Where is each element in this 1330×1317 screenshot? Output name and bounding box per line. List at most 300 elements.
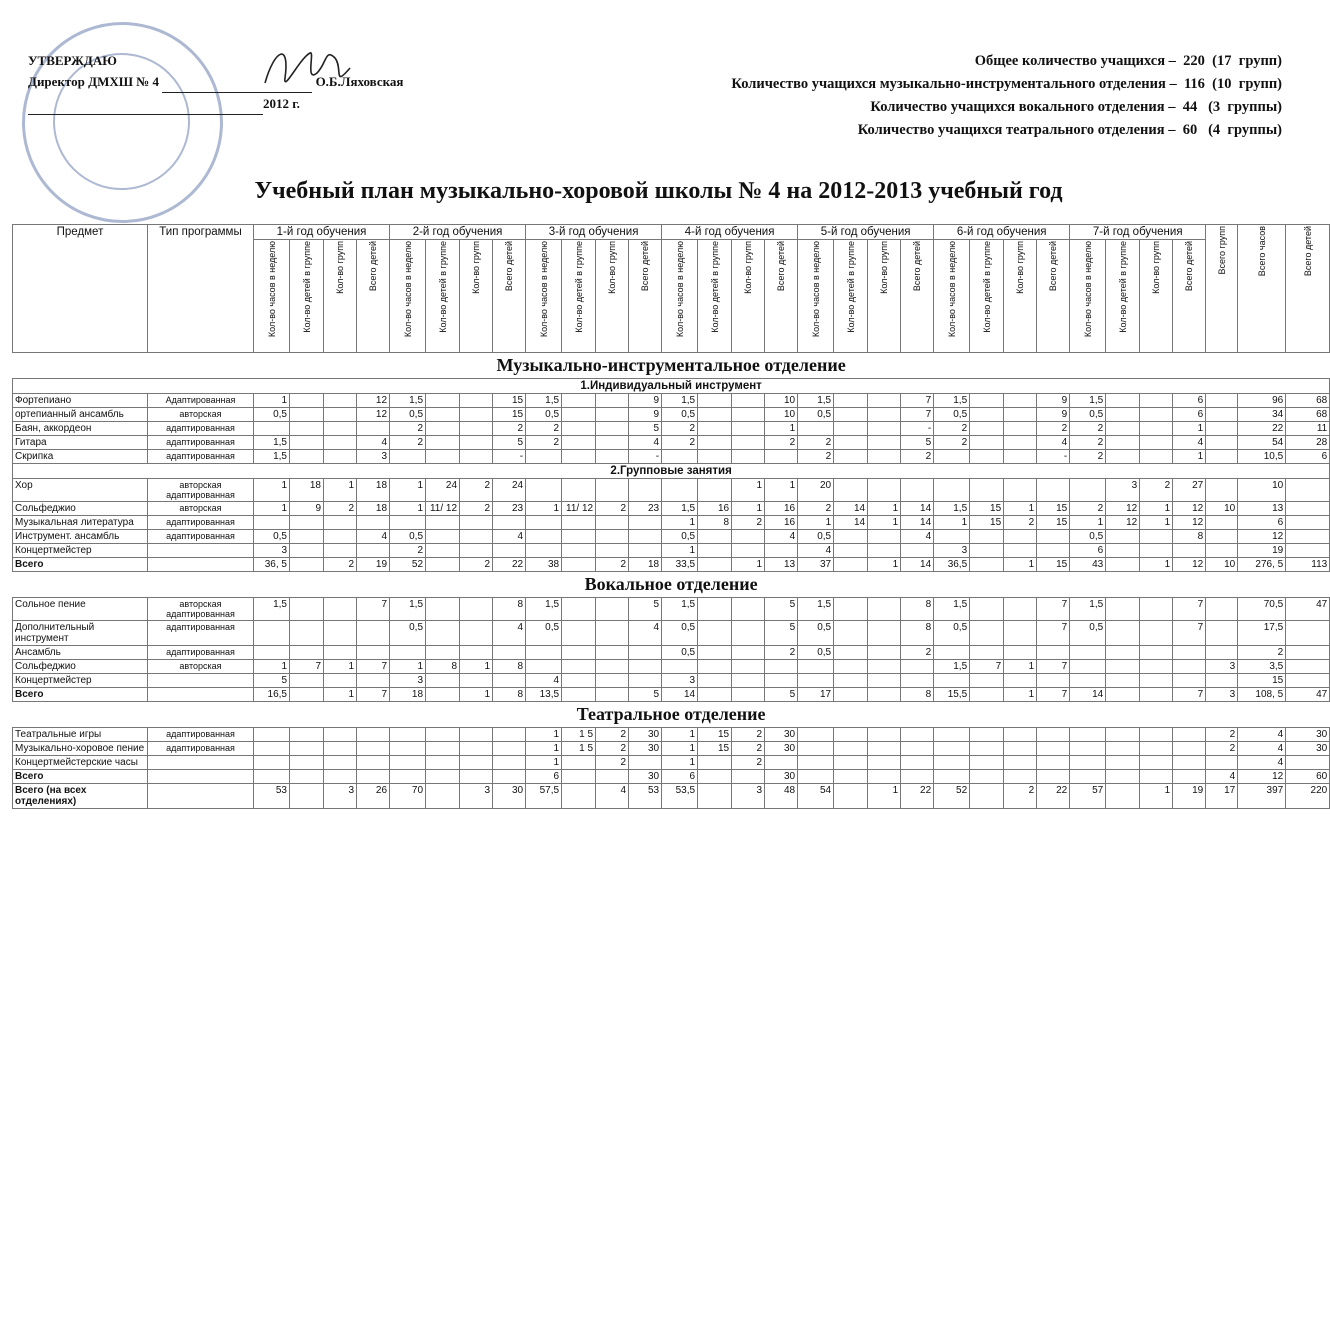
value-cell (324, 621, 357, 646)
value-cell (901, 479, 934, 502)
value-cell: 1 (460, 688, 493, 702)
value-cell (732, 544, 765, 558)
value-cell (1173, 660, 1206, 674)
value-cell: 15 (493, 408, 526, 422)
value-cell: 68 (1286, 408, 1330, 422)
value-cell (868, 394, 901, 408)
value-cell (868, 742, 901, 756)
program-type (148, 544, 254, 558)
program-type: авторская адаптированная (148, 479, 254, 502)
value-cell (868, 422, 901, 436)
value-cell (357, 770, 390, 784)
value-cell: 48 (765, 784, 798, 809)
value-cell: 1 (324, 688, 357, 702)
value-cell (798, 728, 834, 742)
value-cell (1206, 422, 1238, 436)
value-cell: 2 (460, 479, 493, 502)
value-cell (698, 688, 732, 702)
value-cell (460, 728, 493, 742)
value-cell (426, 688, 460, 702)
value-cell (732, 436, 765, 450)
value-cell (934, 728, 970, 742)
value-cell (526, 479, 562, 502)
value-cell: 4 (493, 530, 526, 544)
value-cell (798, 674, 834, 688)
value-cell (834, 394, 868, 408)
value-cell: 1,5 (526, 394, 562, 408)
value-cell: 30 (629, 742, 662, 756)
value-cell (1173, 544, 1206, 558)
value-cell (1140, 408, 1173, 422)
value-cell: 7 (1037, 688, 1070, 702)
subject-name: Баян, аккордеон (13, 422, 148, 436)
header-year: 2-й год обучения (390, 225, 526, 240)
value-cell (493, 728, 526, 742)
header-total-children: Всего детей (1286, 225, 1330, 353)
value-cell (1037, 479, 1070, 502)
program-type: адаптированная (148, 621, 254, 646)
program-type: авторская (148, 502, 254, 516)
value-cell: 16,5 (254, 688, 290, 702)
value-cell (526, 646, 562, 660)
value-cell (934, 674, 970, 688)
value-cell (390, 646, 426, 660)
value-cell (629, 516, 662, 530)
value-cell: 1 (732, 558, 765, 572)
value-cell (1070, 770, 1106, 784)
department-heading: Вокальное отделение (13, 572, 1330, 598)
value-cell (460, 674, 493, 688)
value-cell: 1 (732, 502, 765, 516)
value-cell (562, 660, 596, 674)
value-cell (698, 660, 732, 674)
value-cell (1004, 394, 1037, 408)
program-type (148, 558, 254, 572)
value-cell: 13 (1238, 502, 1286, 516)
value-cell (324, 394, 357, 408)
subject-name: Концертмейстерские часы (13, 756, 148, 770)
value-cell: 13,5 (526, 688, 562, 702)
value-cell (562, 598, 596, 621)
value-cell: 23 (629, 502, 662, 516)
value-cell: 15 (970, 502, 1004, 516)
value-cell: 53 (254, 784, 290, 809)
value-cell: 5 (765, 621, 798, 646)
value-cell (1140, 756, 1173, 770)
value-cell: 2 (390, 436, 426, 450)
value-cell (629, 646, 662, 660)
value-cell (1004, 674, 1037, 688)
value-cell (390, 516, 426, 530)
department-heading: Театральное отделение (13, 702, 1330, 728)
value-cell (834, 544, 868, 558)
director-name: О.Б.Ляховская (315, 74, 404, 89)
value-cell: 15 (493, 394, 526, 408)
value-cell: 0,5 (526, 621, 562, 646)
value-cell (1070, 674, 1106, 688)
value-cell (765, 674, 798, 688)
value-cell: 4 (1238, 756, 1286, 770)
value-cell (1140, 394, 1173, 408)
value-cell (254, 422, 290, 436)
value-cell (290, 394, 324, 408)
value-cell: 3 (1206, 660, 1238, 674)
value-cell (970, 558, 1004, 572)
value-cell: 0,5 (798, 621, 834, 646)
value-cell: 1 (868, 502, 901, 516)
value-cell: 0,5 (662, 646, 698, 660)
value-cell: 5 (765, 598, 798, 621)
value-cell (1106, 408, 1140, 422)
value-cell: 0,5 (798, 646, 834, 660)
value-cell (1004, 530, 1037, 544)
value-cell (970, 756, 1004, 770)
value-cell (426, 784, 460, 809)
value-cell (765, 756, 798, 770)
value-cell: 4 (629, 621, 662, 646)
value-cell (460, 621, 493, 646)
value-cell: 1 (324, 479, 357, 502)
value-cell (1286, 544, 1330, 558)
value-cell (970, 646, 1004, 660)
value-cell (698, 598, 732, 621)
value-cell (1206, 516, 1238, 530)
value-cell (868, 479, 901, 502)
value-cell: 9 (290, 502, 324, 516)
header-year: 5-й год обучения (798, 225, 934, 240)
value-cell (1106, 621, 1140, 646)
value-cell: 1 (1173, 450, 1206, 464)
value-cell (290, 408, 324, 422)
value-cell: 4 (1206, 770, 1238, 784)
value-cell: 8 (493, 660, 526, 674)
value-cell (868, 544, 901, 558)
value-cell (562, 408, 596, 422)
value-cell (1206, 646, 1238, 660)
value-cell (426, 544, 460, 558)
subject-row (13, 544, 1330, 558)
subheader-cell: Кол-во часов в неделю (934, 240, 970, 353)
value-cell (290, 784, 324, 809)
value-cell (357, 756, 390, 770)
subject-name: Всего (13, 558, 148, 572)
subheader-cell: Всего детей (765, 240, 798, 353)
value-cell (426, 728, 460, 742)
value-cell (901, 728, 934, 742)
value-cell (254, 742, 290, 756)
value-cell: 30 (765, 742, 798, 756)
value-cell: 1,5 (1070, 598, 1106, 621)
value-cell (1037, 544, 1070, 558)
value-cell: 20 (798, 479, 834, 502)
value-cell: - (901, 422, 934, 436)
value-cell: 15 (698, 742, 732, 756)
value-cell (390, 756, 426, 770)
value-cell (1206, 598, 1238, 621)
value-cell (1037, 770, 1070, 784)
header-year: 3-й год обучения (526, 225, 662, 240)
value-cell: 1 (390, 660, 426, 674)
value-cell: 1 (460, 660, 493, 674)
value-cell: 0,5 (1070, 621, 1106, 646)
value-cell: 22 (1238, 422, 1286, 436)
value-cell: 7 (1037, 621, 1070, 646)
value-cell: 10 (1238, 479, 1286, 502)
value-cell (596, 408, 629, 422)
value-cell: 8 (1173, 530, 1206, 544)
value-cell: 14 (901, 516, 934, 530)
program-type: адаптированная (148, 436, 254, 450)
value-cell (562, 436, 596, 450)
value-cell: 1,5 (662, 394, 698, 408)
value-cell (324, 770, 357, 784)
total-row (13, 770, 1330, 784)
value-cell (526, 544, 562, 558)
value-cell: 4 (596, 784, 629, 809)
value-cell (834, 784, 868, 809)
subject-name: Сольфеджио (13, 660, 148, 674)
value-cell: 18 (629, 558, 662, 572)
value-cell: 18 (390, 688, 426, 702)
subject-row (13, 728, 1330, 742)
value-cell (1206, 621, 1238, 646)
value-cell (596, 674, 629, 688)
value-cell: 1 (934, 516, 970, 530)
value-cell (1037, 756, 1070, 770)
value-cell: 2 (493, 422, 526, 436)
department-heading: Музыкально-инструментальное отделение (13, 353, 1330, 379)
value-cell: 4 (1238, 728, 1286, 742)
value-cell (698, 646, 732, 660)
value-cell: 0,5 (390, 530, 426, 544)
program-type: адаптированная (148, 742, 254, 756)
value-cell: 37 (798, 558, 834, 572)
value-cell: 10 (765, 394, 798, 408)
value-cell: 1 (324, 660, 357, 674)
value-cell (1106, 770, 1140, 784)
value-cell (834, 770, 868, 784)
value-cell: 15 (1037, 516, 1070, 530)
value-cell (460, 770, 493, 784)
value-cell (1037, 530, 1070, 544)
value-cell: 1 (732, 479, 765, 502)
value-cell (460, 756, 493, 770)
value-cell: 2 (732, 742, 765, 756)
value-cell: 5 (629, 598, 662, 621)
value-cell (1106, 558, 1140, 572)
value-cell: 4 (1037, 436, 1070, 450)
subheader-cell: Кол-во групп (1004, 240, 1037, 353)
value-cell (324, 436, 357, 450)
value-cell: - (493, 450, 526, 464)
value-cell: 1,5 (662, 598, 698, 621)
subject-name: Хор (13, 479, 148, 502)
subheader-cell: Кол-во групп (460, 240, 493, 353)
value-cell (698, 756, 732, 770)
value-cell: 2 (732, 756, 765, 770)
value-cell: 2 (1070, 502, 1106, 516)
value-cell (868, 770, 901, 784)
value-cell: 1 (662, 516, 698, 530)
value-cell (1004, 422, 1037, 436)
value-cell: 2 (1004, 516, 1037, 530)
value-cell (426, 408, 460, 422)
value-cell: 1 (662, 544, 698, 558)
value-cell: 2 (324, 558, 357, 572)
value-cell (460, 742, 493, 756)
value-cell (868, 688, 901, 702)
value-cell: 5 (901, 436, 934, 450)
value-cell: 2 (390, 544, 426, 558)
value-cell: 9 (1037, 408, 1070, 422)
value-cell (970, 544, 1004, 558)
value-cell (970, 688, 1004, 702)
value-cell: 28 (1286, 436, 1330, 450)
value-cell (1206, 530, 1238, 544)
value-cell (426, 394, 460, 408)
value-cell (934, 479, 970, 502)
value-cell: 1 (868, 516, 901, 530)
value-cell: 2 (732, 516, 765, 530)
value-cell: 9 (629, 394, 662, 408)
student-statistics (731, 50, 1282, 142)
subheader-cell: Всего детей (1173, 240, 1206, 353)
value-cell (1286, 621, 1330, 646)
value-cell: 0,5 (662, 408, 698, 422)
subheader-cell: Кол-во часов в неделю (254, 240, 290, 353)
program-type: адаптированная (148, 728, 254, 742)
value-cell: 12 (357, 394, 390, 408)
value-cell (834, 688, 868, 702)
value-cell: 22 (493, 558, 526, 572)
program-type: адаптированная (148, 646, 254, 660)
value-cell: 14 (834, 502, 868, 516)
value-cell: 2 (596, 756, 629, 770)
value-cell: 4 (493, 621, 526, 646)
value-cell (596, 450, 629, 464)
value-cell (970, 742, 1004, 756)
value-cell: 70,5 (1238, 598, 1286, 621)
value-cell (460, 516, 493, 530)
value-cell: 8 (901, 598, 934, 621)
department-heading-row (13, 353, 1330, 379)
value-cell: 1 (526, 742, 562, 756)
value-cell: 4 (357, 436, 390, 450)
value-cell: 7 (970, 660, 1004, 674)
subject-name: Музыкальная литература (13, 516, 148, 530)
value-cell (1037, 742, 1070, 756)
value-cell: 11/ 12 (562, 502, 596, 516)
value-cell (562, 394, 596, 408)
value-cell (868, 674, 901, 688)
value-cell (290, 516, 324, 530)
value-cell: 7 (290, 660, 324, 674)
value-cell (732, 394, 765, 408)
value-cell (629, 544, 662, 558)
value-cell: 1 (254, 394, 290, 408)
subheader-cell: Кол-во детей в группе (562, 240, 596, 353)
value-cell: 7 (1173, 688, 1206, 702)
value-cell (1173, 674, 1206, 688)
program-type (148, 784, 254, 809)
value-cell (426, 516, 460, 530)
value-cell: 12 (1106, 516, 1140, 530)
value-cell: 2 (765, 646, 798, 660)
value-cell: 15 (1037, 558, 1070, 572)
value-cell (1140, 598, 1173, 621)
value-cell: 53 (629, 784, 662, 809)
value-cell: 16 (765, 516, 798, 530)
value-cell (1286, 674, 1330, 688)
value-cell (1140, 728, 1173, 742)
value-cell (1004, 436, 1037, 450)
value-cell: 8 (901, 621, 934, 646)
value-cell: 1 (798, 516, 834, 530)
value-cell (426, 646, 460, 660)
value-cell: 12 (1173, 502, 1206, 516)
value-cell (562, 479, 596, 502)
value-cell (596, 646, 629, 660)
subject-row (13, 742, 1330, 756)
header-total-groups: Всего групп (1206, 225, 1238, 353)
value-cell (629, 479, 662, 502)
value-cell: 14 (901, 558, 934, 572)
program-type: адаптированная (148, 450, 254, 464)
value-cell (629, 756, 662, 770)
value-cell (290, 646, 324, 660)
value-cell: 3 (1106, 479, 1140, 502)
value-cell (562, 558, 596, 572)
value-cell: 10 (1206, 502, 1238, 516)
value-cell (1140, 530, 1173, 544)
value-cell: 7 (1173, 621, 1206, 646)
program-type: авторская (148, 660, 254, 674)
value-cell: 3 (357, 450, 390, 464)
value-cell (290, 621, 324, 646)
value-cell (596, 688, 629, 702)
value-cell: 1,5 (934, 394, 970, 408)
value-cell: 2 (1070, 436, 1106, 450)
subject-row (13, 660, 1330, 674)
value-cell (562, 544, 596, 558)
value-cell (1173, 770, 1206, 784)
value-cell (290, 450, 324, 464)
value-cell (596, 436, 629, 450)
value-cell: 1 (526, 502, 562, 516)
value-cell (493, 516, 526, 530)
value-cell (426, 742, 460, 756)
value-cell (698, 784, 732, 809)
value-cell (698, 544, 732, 558)
subheader-cell: Кол-во детей в группе (970, 240, 1004, 353)
value-cell: 15 (1037, 502, 1070, 516)
value-cell: 1,5 (254, 436, 290, 450)
value-cell: 30 (765, 770, 798, 784)
value-cell: 19 (357, 558, 390, 572)
value-cell (1106, 688, 1140, 702)
value-cell: 60 (1286, 770, 1330, 784)
header-year: 4-й год обучения (662, 225, 798, 240)
value-cell: 2 (765, 436, 798, 450)
value-cell (732, 530, 765, 544)
value-cell: 68 (1286, 394, 1330, 408)
value-cell (834, 422, 868, 436)
value-cell (1173, 646, 1206, 660)
value-cell (765, 450, 798, 464)
value-cell (1106, 646, 1140, 660)
value-cell (868, 436, 901, 450)
value-cell: 0,5 (1070, 408, 1106, 422)
